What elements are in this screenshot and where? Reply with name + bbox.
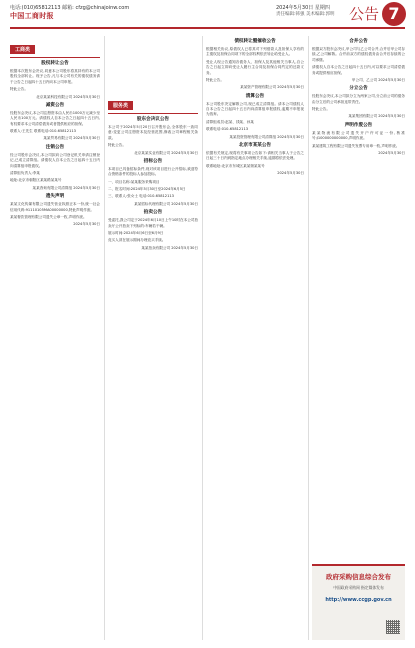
announcement-title: 注销公告	[45, 144, 65, 150]
page-header	[0, 0, 415, 30]
announcement-paragraph: 根据相关协议,原债权人已将其对下列借款人及担保人享有的主债权及担保合同项下的全部权利依法转让给受让人。	[206, 46, 304, 57]
announcement-paragraph: 根据双方股东会决议,甲公司与乙公司合并,合并后甲公司存续,乙公司解散。合并前双方的债权债务由合并后存续的公司承继。	[312, 46, 405, 62]
notice-title: 政府采购信息综合发布	[326, 573, 391, 581]
announcement-title: 债权转让暨催收公告	[234, 39, 276, 44]
announcement-paragraph: 本公司于2024年5月20日召开股东会,全体股东一致同意:变更公司注册资本及经营范围,修改公司章程相关条款。	[108, 124, 198, 140]
section-tag-fuwu: 服务类	[108, 101, 133, 110]
announcement-signature: 某某招标代理有限公司 2024年5月30日	[134, 201, 198, 206]
header-contact: 电话:(010)65812113 邮箱: cfzg@chinajoinw.com	[10, 5, 130, 11]
announcement-title: 遗失声明	[45, 194, 65, 200]
masthead: 中国工商时报	[10, 12, 54, 20]
announcement-paragraph: 联系人:王先生 联系电话:010-65812113	[10, 129, 76, 134]
announcement-title: 清算公告	[245, 93, 265, 99]
announcement-paragraph: 特此公告。	[10, 87, 28, 92]
section-bar	[108, 92, 198, 114]
announcement-paragraph: 某某文化传媒有限公司遗失营业执照正本一份,统一社会信用代码:91110105MA00000000,特此声明作废。	[10, 202, 100, 212]
announcement-paragraph: 受委托,我公司定于2024年6月10日上午10时在本公司拍卖厅公开拍卖下列标的:车辆若干辆。	[108, 218, 198, 228]
announcement-paragraph: 三、联系人:张女士 电话:010-65812113	[108, 194, 174, 199]
column-3-body	[206, 39, 304, 177]
announcement-paragraph: 经股东会决议,本公司注册资本由人民币1000万元减少至人民币100万元。请债权人自本公告之日起四十五日内,有权要求本公司清偿债务或者提供相应的担保。	[10, 110, 100, 126]
column-2	[108, 36, 198, 640]
announcement-paragraph: 一、项目名称:某某服务采购项目	[108, 179, 160, 184]
announcement-paragraph: 经公司股东会决议,本公司拟向公司登记机关申请注销登记,已成立清算组。请债权人自本公告之日起四十五日内向清算组申报债权。	[10, 152, 100, 168]
announcement-signature: 2024年5月30日	[378, 150, 405, 155]
announcement-paragraph: 本项目已具备招标条件,现对该项目进行公开招标,欢迎符合资格条件的投标人参加投标。	[108, 166, 198, 177]
column-divider	[202, 36, 203, 640]
header-rule	[10, 27, 405, 29]
announcement-paragraph: 联系地址:北京市东城区某某街某某号	[206, 163, 265, 168]
notice-url[interactable]: http://www.ccgp.gov.cn	[325, 596, 392, 603]
announcement-paragraph: 某某餐饮管理有限公司遗失公章一枚,声明作废。	[10, 214, 87, 219]
issue-date: 2024年5月30日 星期四	[276, 5, 330, 11]
announcement-paragraph: 清算组成员:赵某、钱某、孙某	[206, 119, 254, 124]
announcement-signature: 北京某某实业有限公司 2024年5月30日	[134, 150, 198, 155]
notice-subtitle: 中国政府采购网 指定媒体发布	[333, 585, 384, 590]
announcement-title: 声明作废公告	[344, 122, 373, 128]
column-3	[206, 36, 304, 640]
column-4	[312, 36, 405, 640]
section-bar	[10, 36, 100, 58]
announcement-title: 股权转让公告	[41, 61, 69, 66]
announcement-signature: 某某集团有限公司 2024年5月30日	[348, 114, 405, 119]
announcement-signature: 某某投资管理有限公司清算组 2024年5月30日	[229, 134, 304, 139]
announcement-paragraph: 某某建筑工程有限公司遗失发票专用章一枚,声明作废。	[312, 143, 400, 148]
announcement-paragraph: 特此公告。	[206, 77, 224, 82]
announcement-title: 拍卖公告	[143, 210, 163, 216]
announcement-paragraph: 联系电话:010-65812113	[206, 127, 249, 132]
announcement-signature: 甲公司、乙公司 2024年5月30日	[351, 77, 405, 82]
announcement-signature: 北京某某科技有限公司 2024年5月30日	[36, 94, 100, 99]
announcement-paragraph: 展示时间:2024年6月6日至6月9日	[108, 230, 164, 235]
announcement-paragraph: 特此公告。	[312, 107, 330, 112]
procurement-notice-box	[312, 564, 405, 640]
announcement-paragraph: 依据有关规定,现将有关事项公告如下:请相关当事人于公告之日起三十日内到指定地点办理相关手续,逾期将依法处理。	[206, 150, 304, 161]
announcement-title: 北京市某某公告	[238, 143, 272, 149]
announcement-paragraph: 清算组负责人:李某	[10, 170, 40, 175]
announcement-paragraph: 根据本次股东会决议,同意本公司股东将其持有的本公司股权全部转让。现予公告,凡与本公司有关的债权债务请于公告之日起四十五日内向本公司申报。	[10, 68, 100, 84]
column-divider	[308, 36, 309, 640]
column-1	[10, 36, 100, 640]
editor-credits: 责任编辑:韩强 美术编辑:郭明	[276, 12, 335, 17]
qr-code-icon	[386, 620, 400, 634]
announcement-signature: 某某资产管理有限公司 2024年5月30日	[240, 85, 304, 90]
announcement-signature: 2024年5月30日	[73, 222, 100, 227]
announcement-title: 减资公告	[45, 102, 65, 108]
column-divider	[104, 36, 105, 640]
column-2-body	[108, 117, 198, 251]
announcement-paragraph: 特此公告。	[108, 143, 126, 148]
announcement-paragraph: 竞买人须在展示期间办理竞买手续。	[108, 238, 166, 243]
announcement-paragraph: 受让人现公告通知各债务人、担保人及其他相关当事人,自公告之日起立即向受让人履行主合同及担保合同约定的还款义务。	[206, 59, 304, 75]
announcement-paragraph: 某某物流有限公司遗失开户许可证一份,核准号:J1000000000000,声明作废。	[312, 130, 405, 141]
section-title: 公告	[349, 5, 380, 23]
column-4-body	[312, 39, 405, 156]
column-1-body	[10, 61, 100, 228]
announcement-title: 招标公告	[143, 158, 163, 164]
section-tag-gongshang: 工商类	[10, 45, 35, 54]
announcement-title: 分立公告	[349, 86, 368, 92]
announcement-signature: 2024年5月30日	[277, 171, 304, 176]
announcement-signature: 某某拍卖有限公司 2024年5月30日	[141, 245, 198, 250]
announcement-paragraph: 经股东会决议,本公司拟分立为两家公司,分立前公司的债务由分立后的公司承担连带责任。	[312, 94, 405, 104]
announcement-paragraph: 地址:北京市朝阳区某某路某某号	[10, 178, 62, 183]
announcement-title: 合并公告	[349, 39, 368, 44]
announcement-signature: 某某咨询有限公司清算组 2024年5月30日	[32, 185, 100, 190]
page-number: 7	[382, 2, 406, 26]
announcement-paragraph: 本公司股东决定解散公司,现已成立清算组。请本公司债权人自本公告之日起四十五日内向清算组申报债权,逾期不申报视为放弃。	[206, 101, 304, 117]
announcement-signature: 某某贸易有限公司 2024年5月30日	[43, 136, 100, 141]
announcement-title: 股东会决议公告	[136, 117, 170, 122]
announcement-paragraph: 二、报名时间:2024年5月30日至2024年6月5日	[108, 187, 186, 192]
announcement-paragraph: 请债权人自本公告之日起四十五日内,可以要求公司清偿债务或提供相应担保。	[312, 65, 405, 75]
